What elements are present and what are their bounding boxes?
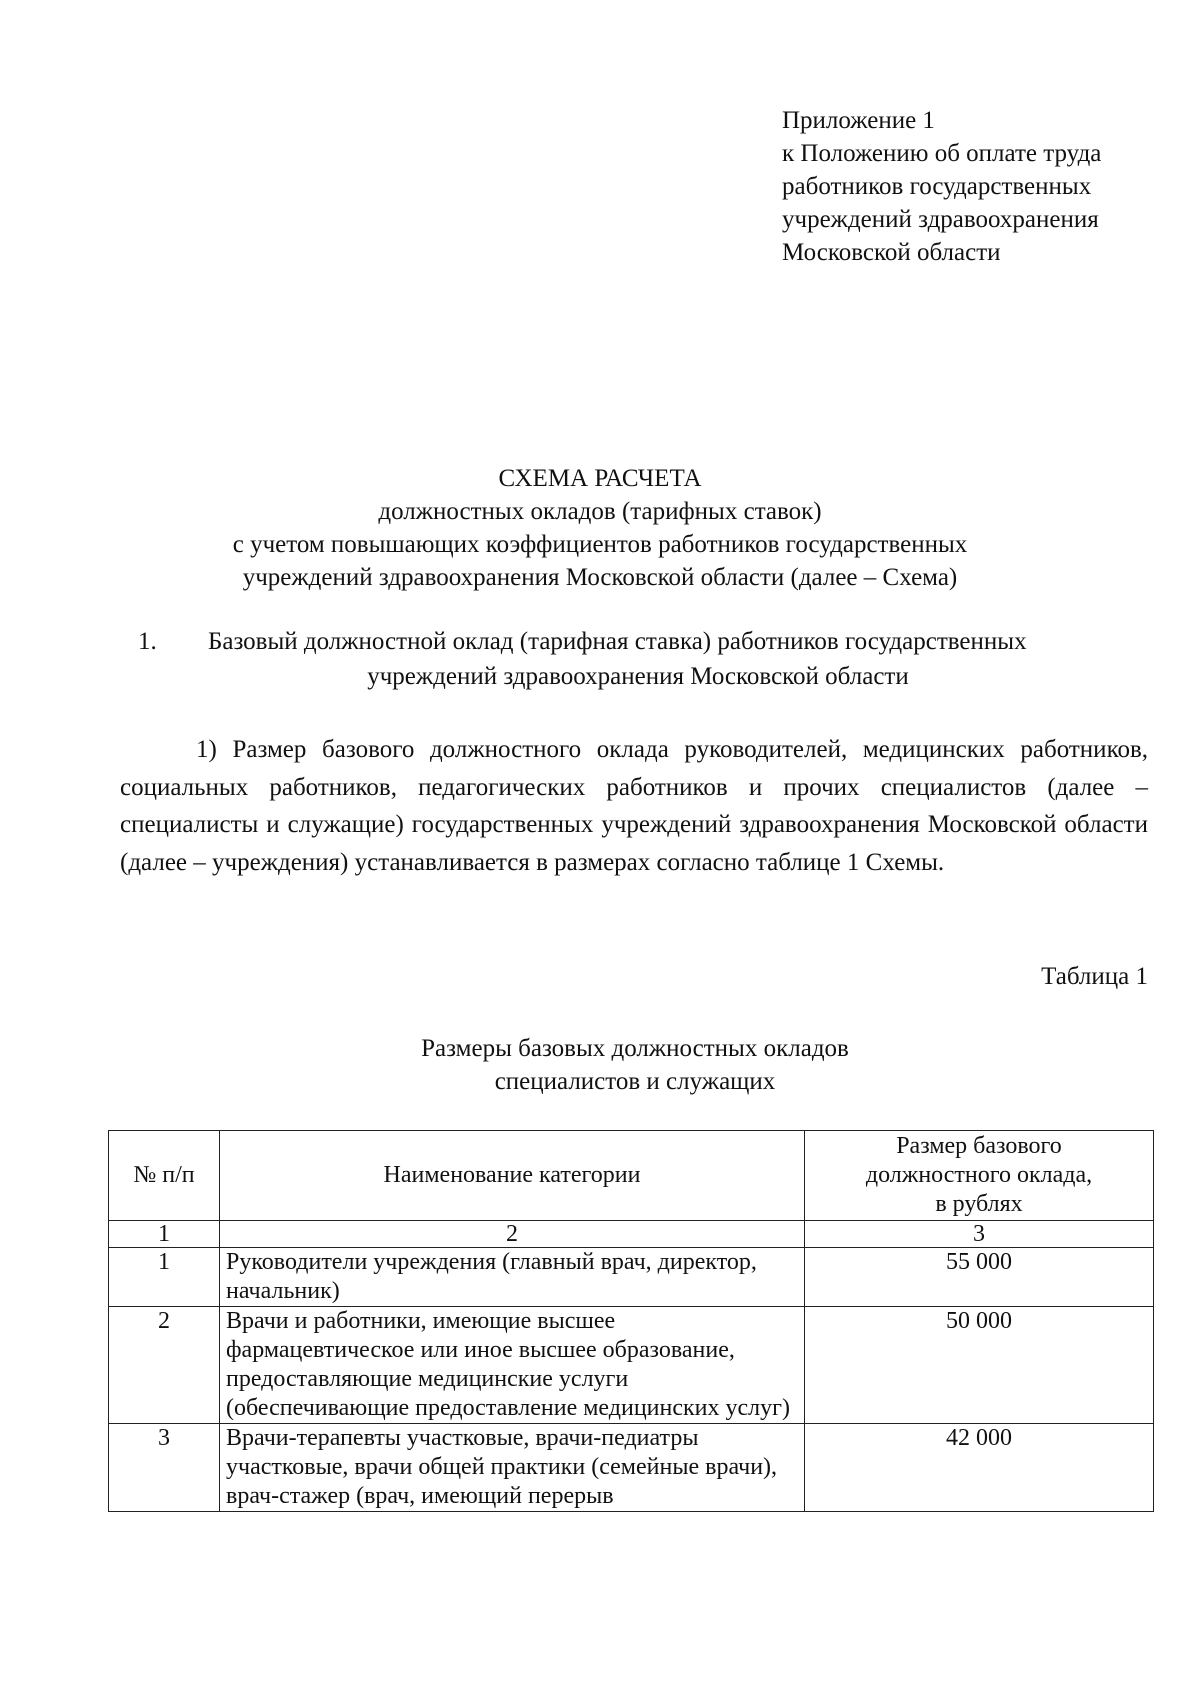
salary-table [108, 1130, 1154, 1512]
column-index-row [109, 1221, 1154, 1248]
column-index: 2 [220, 1221, 805, 1248]
header-value [805, 1131, 1154, 1221]
annex-line: работников государственных [782, 173, 1092, 200]
row-name: Врачи и работники, имеющие высшее фармацевтическое или иное высшее образование, предоставляющие медицинские услуги (обеспечивающие предоставление медицинских услуг) [220, 1307, 805, 1424]
header-value-line: Размер базового [896, 1133, 1062, 1159]
row-num: 2 [109, 1307, 220, 1424]
annex-line: к Положению об оплате труда [782, 140, 1102, 167]
title-main: СХЕМА РАСЧЕТА [498, 465, 702, 492]
row-num: 1 [109, 1248, 220, 1307]
section-number: 1. [138, 628, 157, 655]
header-value-line: должностного оклада, [865, 1162, 1093, 1188]
row-value: 55 000 [805, 1248, 1154, 1307]
annex-line: Московской области [782, 239, 1001, 266]
row-num: 3 [109, 1424, 220, 1512]
table-caption-line: специалистов и служащих [494, 1068, 776, 1095]
document-title [0, 462, 1200, 594]
header-num: № п/п [109, 1131, 220, 1221]
title-line: с учетом повышающих коэффициентов работников государственных [232, 531, 968, 558]
annex-line: Приложение 1 [782, 107, 935, 134]
row-value: 42 000 [805, 1424, 1154, 1512]
title-line: учреждений здравоохранения Московской области (далее – Схема) [242, 564, 958, 591]
row-name: Врачи-терапевты участковые, врачи-педиатры участковые, врачи общей практики (семейные врачи), врач-стажер (врач, имеющий перерыв [220, 1424, 805, 1512]
row-value: 50 000 [805, 1307, 1154, 1424]
table-row [109, 1307, 1154, 1424]
table-row [109, 1424, 1154, 1512]
section-title-line: Базовый должностной оклад (тарифная ставка) работников государственных [208, 628, 1027, 655]
header-value-line: в рублях [935, 1191, 1023, 1217]
annex-reference [782, 104, 1182, 269]
header-name: Наименование категории [220, 1131, 805, 1221]
title-line: должностных окладов (тарифных ставок) [378, 498, 822, 525]
table-row [109, 1248, 1154, 1307]
table-header-row [109, 1131, 1154, 1221]
annex-line: учреждений здравоохранения [782, 206, 1099, 233]
row-name: Руководители учреждения (главный врач, директор, начальник) [220, 1248, 805, 1307]
table-caption [0, 1032, 1200, 1098]
column-index: 1 [109, 1221, 220, 1248]
table-caption-line: Размеры базовых должностных окладов [421, 1035, 849, 1062]
section-title-line: учреждений здравоохранения Московской области [367, 663, 909, 690]
table-label: Таблица 1 [1041, 963, 1148, 990]
body-paragraph: 1) Размер базового должностного оклада руководителей, медицинских работников, социальных работников, педагогических работников и прочих специалистов (далее – специалисты и служащие) государственных учреждений здравоохранения Московской области (далее – учреждения) устанавливается в размерах согласно таблице 1 Схемы. [120, 736, 1148, 876]
column-index: 3 [805, 1221, 1154, 1248]
